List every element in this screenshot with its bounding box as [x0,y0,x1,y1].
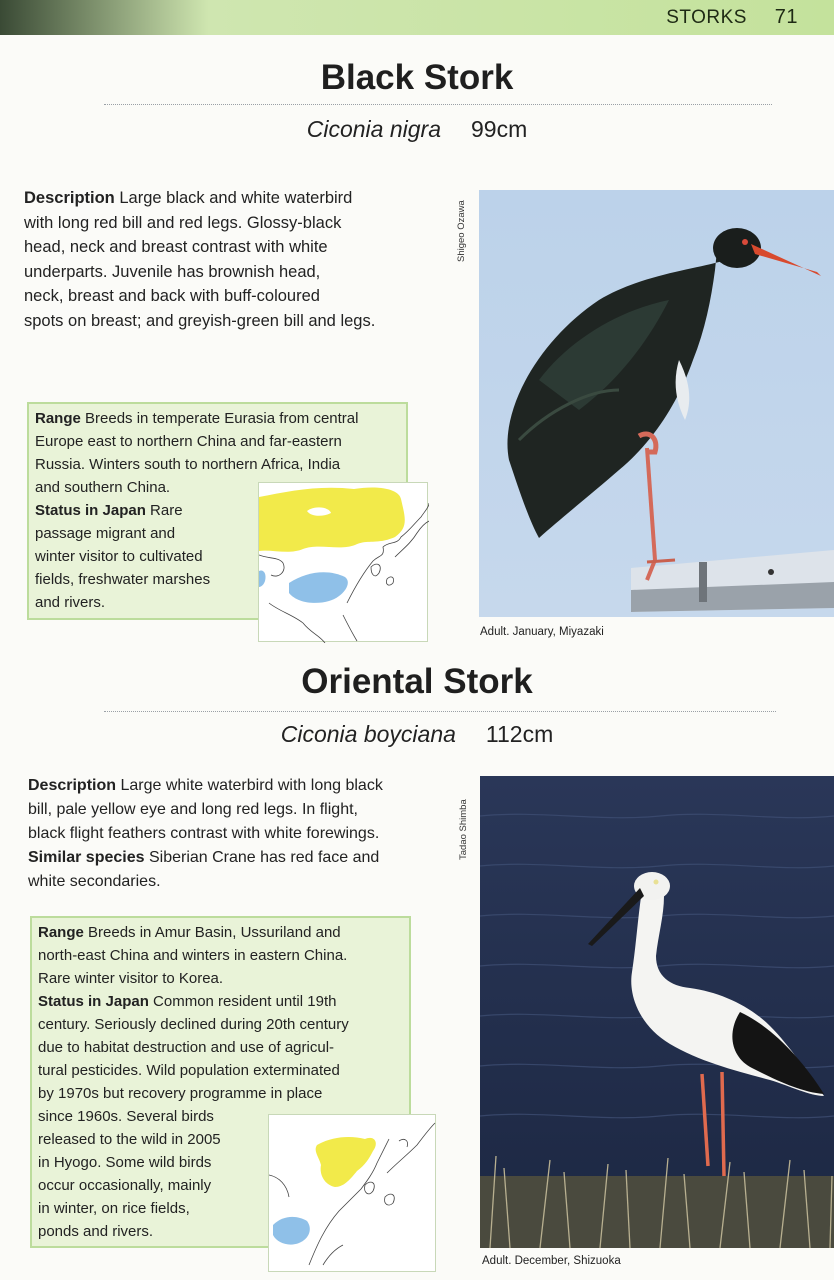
status-label: Status in Japan [38,993,149,1010]
text-line: head, neck and breast contrast with white [24,238,328,256]
similar-species-label: Similar species [28,849,145,866]
range-label: Range [38,924,84,941]
description-oriental-stork [28,774,458,894]
text-line: and southern China. [35,479,171,496]
photo-caption-black-stork: Adult. January, Miyazaki [480,626,604,638]
text-line: tural pesticides. Wild population exterminated [38,1062,340,1079]
text-line: north-east China and winters in eastern China. [38,947,348,964]
text-line: with long red bill and red legs. Glossy-black [24,213,342,232]
photo-credit-black-stork: Shigeo Ozawa [456,200,467,262]
latin-name: Ciconia nigra [306,116,441,142]
body-length: 112cm [485,721,554,747]
status-label: Status in Japan [35,502,146,519]
text-line: Siberian Crane has red face and [144,849,380,866]
photo-black-stork [479,190,834,617]
text-line: bill, pale yellow eye and long red legs. In flight, [28,801,358,818]
text-line: since 1960s. Several birds [38,1108,214,1125]
text-line: Breeds in temperate Eurasia from central [80,410,359,427]
text-line: in Hyogo. Some wild birds [38,1154,212,1171]
photo-oriental-stork [480,776,834,1248]
text-line: Rare winter visitor to Korea. [38,970,224,987]
title-divider [104,711,776,712]
description-label: Description [28,777,117,794]
text-line: Large white waterbird with long black [116,777,383,794]
species-title-black-stork: Black Stork [320,58,514,97]
section-title: STORKS [666,7,747,28]
species-title-oriental-stork: Oriental Stork [301,662,533,701]
text-line: Breeds in Amur Basin, Ussuriland and [83,924,341,941]
text-line: Europe east to northern China and far-eastern [35,433,342,450]
text-line: black flight feathers contrast with white forewings. [28,825,380,842]
description-black-stork [24,186,454,333]
text-line: winter visitor to cultivated [35,548,203,565]
text-line: ponds and rivers. [38,1223,154,1240]
text-line: Large black and white waterbird [114,189,353,207]
title-divider [104,104,772,105]
text-line: fields, freshwater marshes [35,571,211,588]
text-line: occur occasionally, mainly [38,1177,212,1194]
species-subtitle-black-stork [0,116,834,143]
range-map-oriental-stork [268,1114,436,1272]
text-line: underparts. Juvenile has brownish head, [24,262,321,281]
body-length: 99cm [471,116,528,142]
text-line: Rare [145,502,183,519]
text-line: neck, breast and back with buff-coloured [24,287,320,305]
text-line: century. Seriously declined during 20th century [38,1016,349,1033]
latin-name: Ciconia boyciana [280,721,456,747]
running-header [666,6,798,29]
text-line: passage migrant and [35,525,176,542]
range-map-black-stork [258,482,428,642]
range-label: Range [35,410,81,427]
text-line: released to the wild in 2005 [38,1131,221,1148]
species-subtitle-oriental-stork [0,721,834,748]
text-line: spots on breast; and greyish-green bill and legs. [24,311,376,330]
text-line: and rivers. [35,594,106,611]
photo-caption-oriental-stork: Adult. December, Shizuoka [482,1255,621,1267]
text-line: due to habitat destruction and use of agricul- [38,1039,335,1056]
text-line: in winter, on rice fields, [38,1200,190,1217]
text-line: Russia. Winters south to northern Africa, India [35,456,341,473]
description-label: Description [24,189,115,207]
text-line: Common resident until 19th [148,993,337,1010]
photo-credit-oriental-stork: Tadao Shimba [458,799,469,860]
text-line: by 1970s but recovery programme in place [38,1085,323,1102]
page-number: 71 [774,6,798,28]
text-line: white secondaries. [28,873,161,890]
